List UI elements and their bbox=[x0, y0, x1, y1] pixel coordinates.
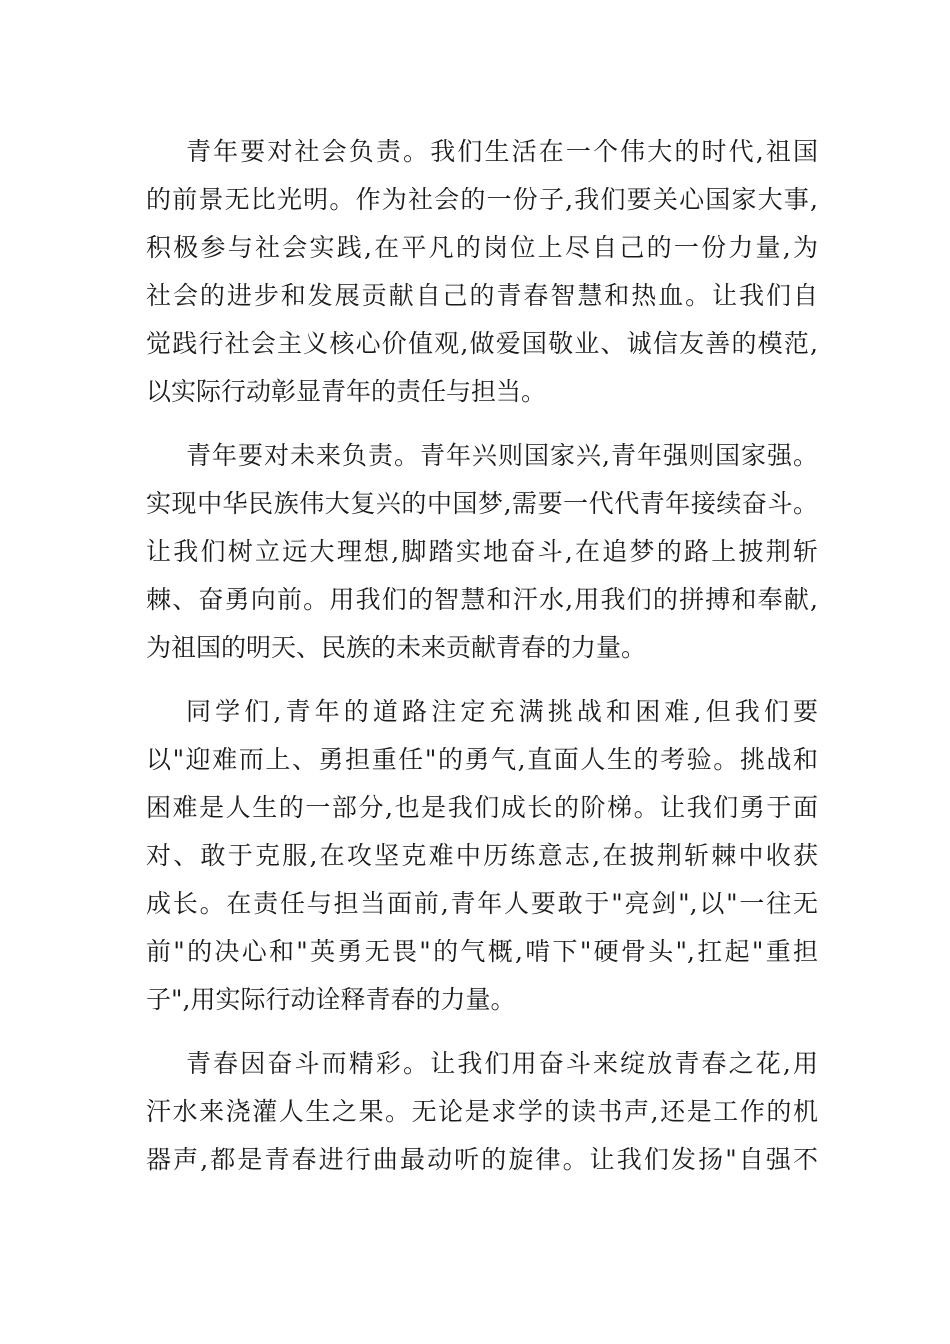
paragraph-3 bbox=[146, 688, 818, 1024]
paragraph-line: 器声,都是青春进行曲最动听的旋律。让我们发扬"自强不 bbox=[146, 1145, 818, 1174]
paragraph-1 bbox=[146, 128, 818, 416]
paragraph-line: 的前景无比光明。作为社会的一份子,我们要关心国家大事, bbox=[146, 185, 818, 214]
paragraph-line: 实现中华民族伟大复兴的中国梦,需要一代代青年接续奋斗。 bbox=[146, 489, 818, 518]
paragraph-line: 社会的进步和发展贡献自己的青春智慧和热血。让我们自 bbox=[146, 281, 818, 310]
paragraph-line: 前"的决心和"英勇无畏"的气概,啃下"硬骨头",扛起"重担 bbox=[146, 937, 818, 966]
paragraph-line: 青春因奋斗而精彩。让我们用奋斗来绽放青春之花,用 bbox=[186, 1049, 818, 1078]
paragraph-line: 子",用实际行动诠释青春的力量。 bbox=[146, 985, 516, 1014]
paragraph-line: 青年要对社会负责。我们生活在一个伟大的时代,祖国 bbox=[186, 137, 818, 166]
paragraph-line: 同学们,青年的道路注定充满挑战和困难,但我们要 bbox=[186, 697, 818, 726]
paragraph-4 bbox=[146, 1040, 818, 1184]
paragraph-line: 为祖国的明天、民族的未来贡献青春的力量。 bbox=[146, 633, 647, 662]
paragraph-line: 成长。在责任与担当面前,青年人要敢于"亮剑",以"一往无 bbox=[146, 889, 818, 918]
document-body bbox=[146, 128, 818, 1200]
paragraph-line: 以实际行动彰显青年的责任与担当。 bbox=[146, 377, 547, 406]
paragraph-line: 困难是人生的一部分,也是我们成长的阶梯。让我们勇于面 bbox=[146, 793, 818, 822]
paragraph-2 bbox=[146, 432, 818, 672]
paragraph-line: 青年要对未来负责。青年兴则国家兴,青年强则国家强。 bbox=[186, 441, 818, 470]
paragraph-line: 觉践行社会主义核心价值观,做爱国敬业、诚信友善的模范, bbox=[146, 329, 818, 358]
paragraph-line: 汗水来浇灌人生之果。无论是求学的读书声,还是工作的机 bbox=[146, 1097, 818, 1126]
paragraph-line: 积极参与社会实践,在平凡的岗位上尽自己的一份力量,为 bbox=[146, 233, 818, 262]
paragraph-line: 让我们树立远大理想,脚踏实地奋斗,在追梦的路上披荆斩 bbox=[146, 537, 818, 566]
paragraph-line: 对、敢于克服,在攻坚克难中历练意志,在披荆斩棘中收获 bbox=[146, 841, 818, 870]
paragraph-line: 以"迎难而上、勇担重任"的勇气,直面人生的考验。挑战和 bbox=[146, 745, 818, 774]
paragraph-line: 棘、奋勇向前。用我们的智慧和汗水,用我们的拼搏和奉献, bbox=[146, 585, 818, 614]
